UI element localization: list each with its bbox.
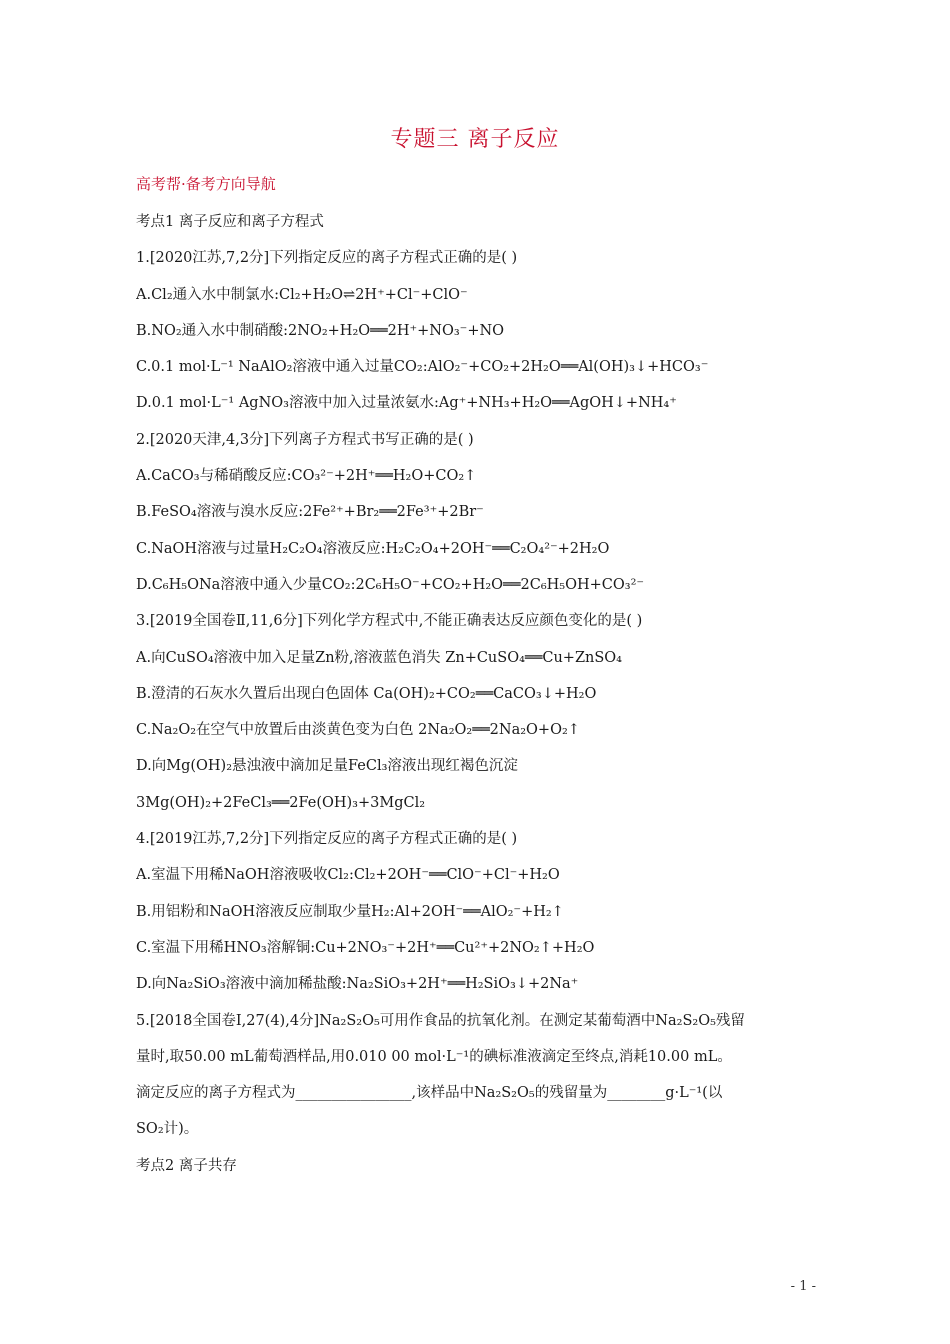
text-line: B.FeSO₄溶液与溴水反应:2Fe²⁺+Br₂══2Fe³⁺+2Br⁻: [136, 504, 484, 521]
text-line: 1.[2020江苏,7,2分]下列指定反应的离子方程式正确的是( ): [136, 250, 518, 267]
content-lines: [136, 207, 826, 1187]
text-line: A.向CuSO₄溶液中加入足量Zn粉,溶液蓝色消失 Zn+CuSO₄══Cu+ZnSO₄: [136, 649, 622, 666]
text-line: B.用铝粉和NaOH溶液反应制取少量H₂:Al+2OH⁻══AlO₂⁻+H₂↑: [136, 903, 564, 920]
text-line: 量时,取50.00 mL葡萄酒样品,用0.010 00 mol·L⁻¹的碘标准液滴定至终点,消耗10.00 mL。: [136, 1048, 732, 1065]
text-line: D.0.1 mol·L⁻¹ AgNO₃溶液中加入过量浓氨水:Ag⁺+NH₃+H₂O══AgOH↓+NH₄⁺: [136, 395, 677, 412]
text-line: A.Cl₂通入水中制氯水:Cl₂+H₂O⇌2H⁺+Cl⁻+ClO⁻: [136, 286, 468, 303]
section-heading: 高考帮·备考方向导航: [136, 175, 276, 193]
text-line: C.0.1 mol·L⁻¹ NaAlO₂溶液中通入过量CO₂:AlO₂⁻+CO₂+2H₂O══Al(OH)₃↓+HCO₃⁻: [136, 359, 709, 376]
text-line: 3Mg(OH)₂+2FeCl₃══2Fe(OH)₃+3MgCl₂: [136, 794, 426, 811]
text-line: B.澄清的石灰水久置后出现白色固体 Ca(OH)₂+CO₂══CaCO₃↓+H₂O: [136, 685, 597, 702]
text-line: D.向Na₂SiO₃溶液中滴加稀盐酸:Na₂SiO₃+2H⁺══H₂SiO₃↓+2Na⁺: [136, 976, 579, 993]
page-title: 专题三 离子反应: [390, 127, 560, 152]
text-line: 考点2 离子共存: [136, 1157, 237, 1174]
text-line: SO₂计)。: [136, 1121, 199, 1138]
text-line: 考点1 离子反应和离子方程式: [136, 214, 324, 230]
text-line: 4.[2019江苏,7,2分]下列指定反应的离子方程式正确的是( ): [136, 831, 518, 848]
text-line: A.室温下用稀NaOH溶液吸收Cl₂:Cl₂+2OH⁻══ClO⁻+Cl⁻+H₂O: [136, 867, 560, 884]
text-line: 3.[2019全国卷Ⅱ,11,6分]下列化学方程式中,不能正确表达反应颜色变化的是( ): [136, 613, 643, 630]
text-line: C.NaOH溶液与过量H₂C₂O₄溶液反应:H₂C₂O₄+2OH⁻══C₂O₄²⁻+2H₂O: [136, 540, 610, 557]
text-line: D.C₆H₅ONa溶液中通入少量CO₂:2C₆H₅O⁻+CO₂+H₂O══2C₆H₅OH+CO₃²⁻: [136, 576, 645, 593]
text-line: C.Na₂O₂在空气中放置后由淡黄色变为白色 2Na₂O₂══2Na₂O+O₂↑: [136, 722, 580, 739]
page-number: - 1 -: [790, 1279, 816, 1294]
text-line: A.CaCO₃与稀硝酸反应:CO₃²⁻+2H⁺══H₂O+CO₂↑: [136, 468, 477, 485]
text-line: C.室温下用稀HNO₃溶解铜:Cu+2NO₃⁻+2H⁺══Cu²⁺+2NO₂↑+H₂O: [136, 939, 595, 956]
text-line: 2.[2020天津,4,3分]下列离子方程式书写正确的是( ): [136, 431, 474, 448]
text-line: 滴定反应的离子方程式为________________,该样品中Na₂S₂O₅的残留量为________g·L⁻¹(以: [136, 1085, 723, 1102]
text-line: 5.[2018全国卷Ⅰ,27(4),4分]Na₂S₂O₅可用作食品的抗氧化剂。在测定某葡萄酒中Na₂S₂O₅残留: [136, 1012, 745, 1029]
text-line: D.向Mg(OH)₂悬浊液中滴加足量FeCl₃溶液出现红褐色沉淀: [136, 758, 518, 775]
text-line: B.NO₂通入水中制硝酸:2NO₂+H₂O══2H⁺+NO₃⁻+NO: [136, 322, 505, 339]
